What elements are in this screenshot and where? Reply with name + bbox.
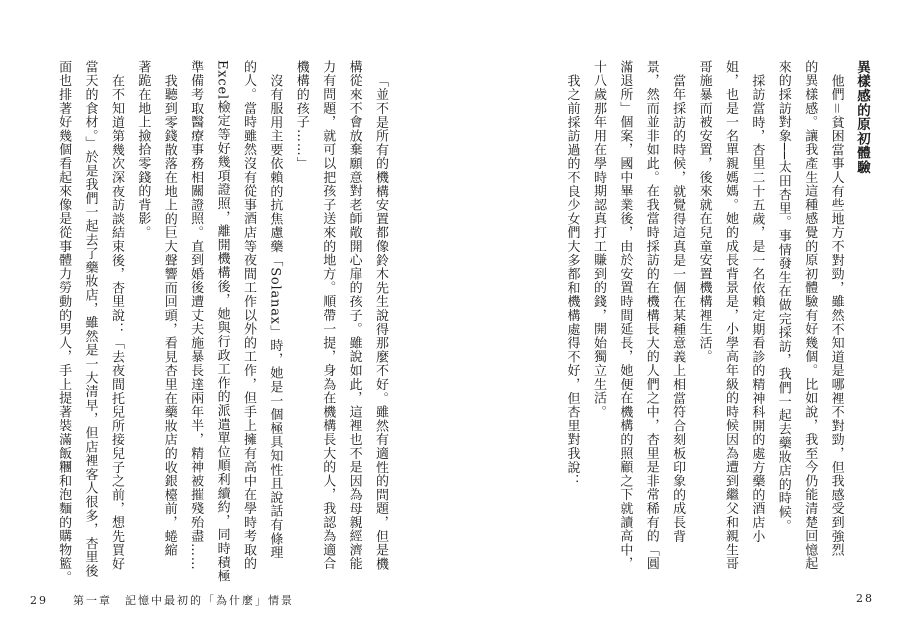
right-page bbox=[450, 0, 900, 638]
text-column: 姐，也是一名單親媽媽。她的成長背景是，小學高年級的時候因為遭到繼父和親生哥 bbox=[722, 60, 738, 571]
text-column: 的異樣感。讓我產生這種感覺的原初體驗有好幾個。比如說，我至今仍能清楚回憶起 bbox=[802, 60, 818, 571]
right-page-body bbox=[555, 60, 875, 571]
text-column: 我聽到零錢散落在地上的巨大聲響而回頭，看見杏里在藥妝店的收銀檯前，蜷縮 bbox=[161, 73, 177, 557]
text-column: 沒有服用主要依賴的抗焦慮藥「Solanax」時，她是一個極具知性且說話有條理 bbox=[267, 73, 283, 560]
text-column: 力有問題，就可以把孩子送來的地方。順帶一提，身為在機構長大的人，我認為適合 bbox=[320, 60, 336, 571]
text-column: 在不知道第幾次深夜訪談結束後，杏里說：「去夜間托兒所接兒子之前，想先買好 bbox=[108, 73, 124, 571]
text-column: 的人。當時雖然沒有從事酒店等夜間工作以外的工作，但手上擁有高中在學時考取的 bbox=[240, 60, 256, 571]
text-column: Excel檢定等好幾項證照，離開機構後，她與行政工作的派遣單位順利續約，同時積極 bbox=[214, 60, 230, 583]
text-column: 他們＝貧困當事人有些地方不對勁，雖然不知道是哪裡不對勁，但我感受到強烈 bbox=[828, 73, 844, 557]
page-number-left: 29 bbox=[30, 594, 48, 607]
text-column: 「並不是所有的機構安置都像鈴木先生說得那麼不好。雖然有適性的問題，但是機 bbox=[373, 73, 388, 571]
text-column: 來的採訪對象──太田杏里。事情發生在做完採訪，我們一起去藥妝店的時候。 bbox=[775, 60, 791, 533]
text-column: 機構的孩子……」 bbox=[293, 60, 309, 171]
running-header: 第一章 記憶中最初的「為什麼」情景 bbox=[73, 594, 294, 607]
text-column: 準備考取醫療事務相關證照。直到婚後遭丈夫施暴長達兩年半，精神被摧殘殆盡…… bbox=[188, 60, 204, 571]
text-column: 十八歲那年用在學時期認真打工賺到的錢，開始獨立生活。 bbox=[590, 60, 606, 419]
text-column: 我之前採訪過的不良少女們大多都和機構處得不好，但杏里對我說： bbox=[564, 73, 580, 488]
text-column: 滿退所」個案，國中畢業後，由於安置時間延長，她便在機構的照顧之下就讀高中， bbox=[617, 60, 633, 571]
left-footer bbox=[30, 592, 294, 608]
text-column: 採訪當時，杏里二十五歲，是一名依賴定期看診的精神科開的處方藥的酒店小 bbox=[749, 73, 765, 543]
page-number-right: 28 bbox=[856, 592, 874, 605]
text-column: 著跪在地上撿拾零錢的背影。 bbox=[135, 60, 151, 240]
text-column: 面也排著好幾個看起來像是從事體力勞動的男人，手上提著裝滿飯糰和泡麵的購物籃。 bbox=[56, 60, 72, 585]
left-page-body bbox=[50, 60, 393, 585]
text-column: 當天的食材。」於是我們一起去了藥妝店，雖然是一大清早，但店裡客人很多，杏里後 bbox=[82, 60, 98, 578]
text-column: 構從來不會放棄願意對老師敞開心扉的孩子。雖說如此，這裡也不是因為母親經濟能 bbox=[346, 60, 362, 571]
text-column: 景，然而並非如此。在我當時採訪的在機構長大的人們之中，杏里是非常稀有的「圓 bbox=[643, 60, 659, 571]
section-heading: 異樣感的原初體驗 bbox=[854, 60, 870, 175]
text-column: 哥施暴而被安置，後來就在兒童安置機構裡生活。 bbox=[696, 60, 712, 364]
text-column: 當年採訪的時候，就覺得這真是一個在某種意義上相當符合刻板印象的成長背 bbox=[670, 73, 686, 543]
